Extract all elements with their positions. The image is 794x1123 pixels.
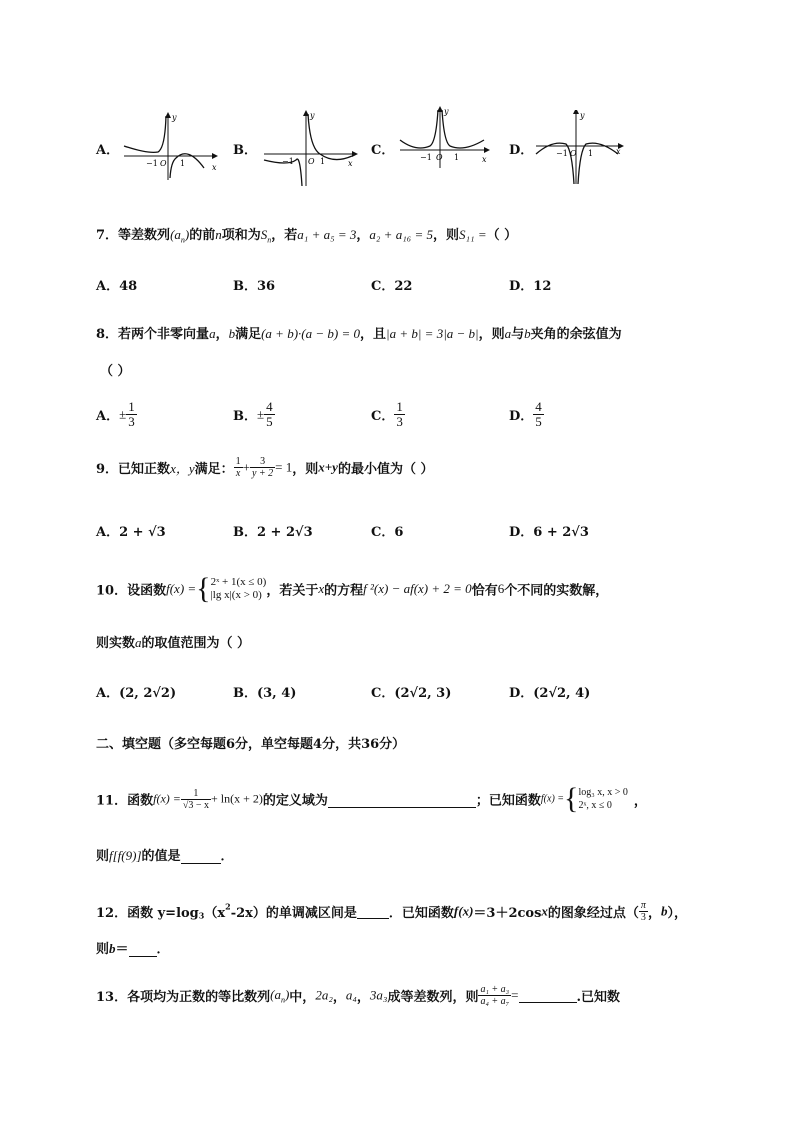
question-9: 9．已知正数x，y满足： $\frac{1}{x}$ + $\frac{3}{y + 2}$ = 1，则x+y的最小值为（ ） bbox=[96, 456, 434, 479]
q9-option-c: C．6 bbox=[371, 525, 404, 540]
svg-text:O: O bbox=[160, 159, 167, 168]
q6-option-c-letter: C． bbox=[371, 143, 395, 158]
q8-option-c: C． $\frac{1}{3}$ bbox=[371, 399, 403, 429]
q8-option-b: B．± $\frac{4}{5}$ bbox=[233, 399, 273, 429]
svg-text:1: 1 bbox=[180, 159, 186, 168]
q6-option-d-letter: D． bbox=[509, 143, 534, 158]
q7-option-c: C．22 bbox=[371, 279, 413, 294]
svg-text:1: 1 bbox=[454, 153, 460, 162]
svg-text:x: x bbox=[348, 159, 353, 168]
q8-option-a: A．± $\frac{1}{3}$ bbox=[96, 399, 135, 429]
q9-option-a: A．2 + √3 bbox=[96, 525, 166, 540]
svg-text:x: x bbox=[616, 147, 621, 156]
svg-text:1: 1 bbox=[320, 157, 326, 166]
q10-option-a: A．(2, 2√2) bbox=[96, 686, 177, 701]
question-12-line2: 则b＝ ． bbox=[96, 941, 170, 957]
q6-a-y-label: y bbox=[172, 113, 177, 122]
q6-a-x-label: x bbox=[212, 163, 217, 172]
q10-option-b: B．(3, 4) bbox=[233, 686, 297, 701]
question-7: 7．等差数列$(a_n)$的前n项和为$S_n$，若a₁ + a₅ = 3，a₂ + a₁₆ = 5，则S₁₁ =（ ） bbox=[96, 227, 518, 245]
question-11: 11．函数f(x) = $\frac{1}{√3 - x}$ + ln(x + 2)的定义域为 ；已知函数f(x) ={ log₃ x, x > 0 2ˣ, x ≤ 0 ， bbox=[96, 782, 647, 815]
svg-text:−1: −1 bbox=[282, 157, 294, 166]
svg-text:y: y bbox=[580, 111, 585, 120]
svg-text:y: y bbox=[310, 111, 315, 120]
svg-text:1: 1 bbox=[588, 149, 594, 158]
question-11-line2: 则f[f(9)]的值是 ． bbox=[96, 848, 234, 864]
question-10-line2: 则实数a的取值范围为（ ） bbox=[96, 635, 251, 651]
question-12: 12．函数 $y=\log_3(x^2-2x)$的单调减区间是 ．已知函数f(x)＝3＋2cosx的图象经过点（ $\frac{\pi}{3}$ ，b）， bbox=[96, 900, 687, 923]
svg-text:O: O bbox=[436, 153, 443, 162]
svg-text:y: y bbox=[444, 107, 449, 116]
q7-option-d: D．12 bbox=[509, 279, 552, 294]
q8-answer-paren: （ ） bbox=[100, 364, 131, 379]
q7-option-b: B．36 bbox=[233, 279, 276, 294]
q6-option-b-letter: B． bbox=[233, 143, 257, 158]
question-10: 10．设函数f(x) ={ 2ˣ + 1(x ≤ 0) |lg x|(x > 0) ，若关于x的方程f ²(x) − af(x) + 2 = 0恰有6个不同的实数解， bbox=[96, 572, 609, 605]
q6-graph-b bbox=[258, 108, 358, 188]
q10-option-d: D．(2√2, 4) bbox=[509, 686, 591, 701]
svg-text:−1: −1 bbox=[420, 153, 432, 162]
q6-graph-c bbox=[396, 106, 492, 170]
svg-text:O: O bbox=[570, 149, 577, 158]
svg-text:O: O bbox=[308, 157, 315, 166]
q8-option-d: D． $\frac{4}{5}$ bbox=[509, 399, 542, 429]
question-8: 8．若两个非零向量a，b满足(a + b)·(a − b) = 0，且|a + b| = 3|a − b|，则a与b夹角的余弦值为 bbox=[96, 326, 622, 342]
svg-text:−1: −1 bbox=[146, 159, 158, 168]
section-2-heading: 二、填空题（多空每题6分，单空每题4分，共36分） bbox=[96, 737, 406, 752]
q10-option-c: C．(2√2, 3) bbox=[371, 686, 452, 701]
q6-graph-d bbox=[532, 110, 628, 186]
q9-option-d: D．6 + 2√3 bbox=[509, 525, 589, 540]
q7-option-a: A．48 bbox=[96, 279, 138, 294]
question-13: 13．各项均为正数的等比数列$(a_n)$中，2a₂，a₄，3a₃成等差数列，则 $\frac{\text{a₁ + a₃}}{\text{a₄ + a₇}}$ = .已知数 bbox=[96, 984, 621, 1007]
q9-option-b: B．2 + 2√3 bbox=[233, 525, 313, 540]
q6-option-a-letter: A． bbox=[96, 143, 120, 158]
q6-graph-a bbox=[118, 110, 218, 180]
svg-text:x: x bbox=[482, 155, 487, 164]
svg-text:−1: −1 bbox=[556, 149, 568, 158]
